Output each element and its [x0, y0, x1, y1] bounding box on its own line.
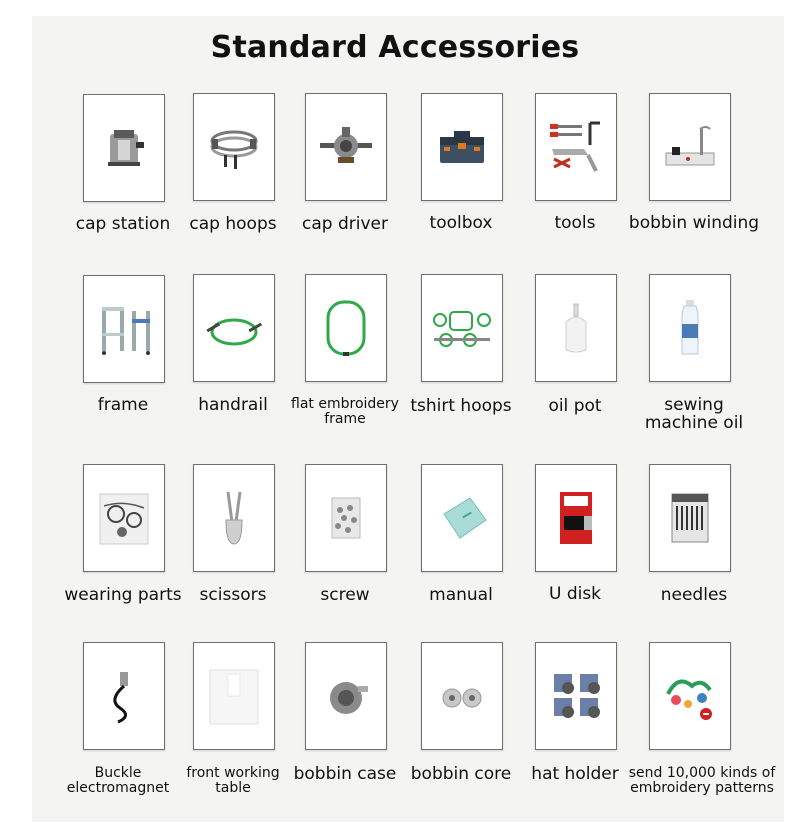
handrail-icon [202, 296, 266, 360]
front-working-table-card [193, 642, 275, 750]
item-label: Buckle electromagnet [66, 765, 170, 796]
oil-pot-card [535, 274, 617, 382]
bobbin-core-card [421, 642, 503, 750]
item-label: needles [660, 585, 728, 605]
tools-card [535, 93, 617, 201]
item-label: scissors [199, 585, 267, 605]
cap-station-icon [92, 116, 156, 180]
needles-pack-icon [658, 486, 722, 550]
oil-pot-icon [544, 296, 608, 360]
item-label: bobbin winding [628, 213, 760, 233]
tshirt-hoops-icon [430, 296, 494, 360]
bobbin-winder-icon [658, 115, 722, 179]
embroidery-pattern-icon [658, 664, 722, 728]
bobbin-core-icon [430, 664, 494, 728]
manual-card [421, 464, 503, 572]
cap-hoops-card [193, 93, 275, 201]
electromagnet-icon [92, 664, 156, 728]
item-label: cap driver [302, 214, 388, 234]
toolbox-icon [430, 115, 494, 179]
usb-disk-icon [544, 486, 608, 550]
item-label: bobbin core [410, 764, 512, 784]
item-label: frame [97, 395, 149, 415]
sewing-machine-oil-card [649, 274, 731, 382]
oil-bottle-icon [658, 296, 722, 360]
item-label: toolbox [429, 213, 493, 233]
flat-embroidery-frame-card [305, 274, 387, 382]
u-disk-card [535, 464, 617, 572]
item-label: manual [429, 585, 493, 605]
toolbox-card [421, 93, 503, 201]
handrail-card [193, 274, 275, 382]
item-label: U disk [548, 584, 602, 604]
item-label: wearing parts [64, 585, 182, 605]
item-label: sewing machine oil [644, 395, 744, 433]
tshirt-hoops-card [421, 274, 503, 382]
item-label: hat holder [531, 764, 619, 784]
working-table-icon [202, 664, 266, 728]
hat-holder-card [535, 642, 617, 750]
item-label: send 10,000 kinds of embroidery patterns [628, 765, 776, 796]
scissors-card [193, 464, 275, 572]
flat-frame-icon [314, 296, 378, 360]
cap-station-card [83, 94, 165, 202]
item-label: flat embroidery frame [291, 396, 399, 427]
hat-holder-icon [544, 664, 608, 728]
buckle-electromagnet-card [83, 642, 165, 750]
bobbin-case-icon [314, 664, 378, 728]
item-label: cap hoops [189, 214, 277, 234]
frame-card [83, 275, 165, 383]
page-title: Standard Accessories [210, 30, 580, 65]
item-label: bobbin case [293, 764, 397, 784]
screw-bag-icon [314, 486, 378, 550]
tools-icon [544, 115, 608, 179]
cap-driver-card [305, 93, 387, 201]
item-label: cap station [75, 214, 171, 234]
screw-card [305, 464, 387, 572]
frame-stand-icon [92, 297, 156, 361]
bobbin-winding-card [649, 93, 731, 201]
item-label: handrail [198, 395, 268, 415]
embroidery-patterns-card [649, 642, 731, 750]
wearing-parts-icon [92, 486, 156, 550]
scissors-icon [202, 486, 266, 550]
bobbin-case-card [305, 642, 387, 750]
item-label: front working table [186, 765, 280, 796]
item-label: tshirt hoops [410, 396, 512, 416]
manual-icon [430, 486, 494, 550]
cap-hoops-icon [202, 115, 266, 179]
item-label: oil pot [548, 396, 602, 416]
needles-card [649, 464, 731, 572]
item-label: tools [554, 213, 596, 233]
wearing-parts-card [83, 464, 165, 572]
item-label: screw [320, 585, 370, 605]
cap-driver-icon [314, 115, 378, 179]
